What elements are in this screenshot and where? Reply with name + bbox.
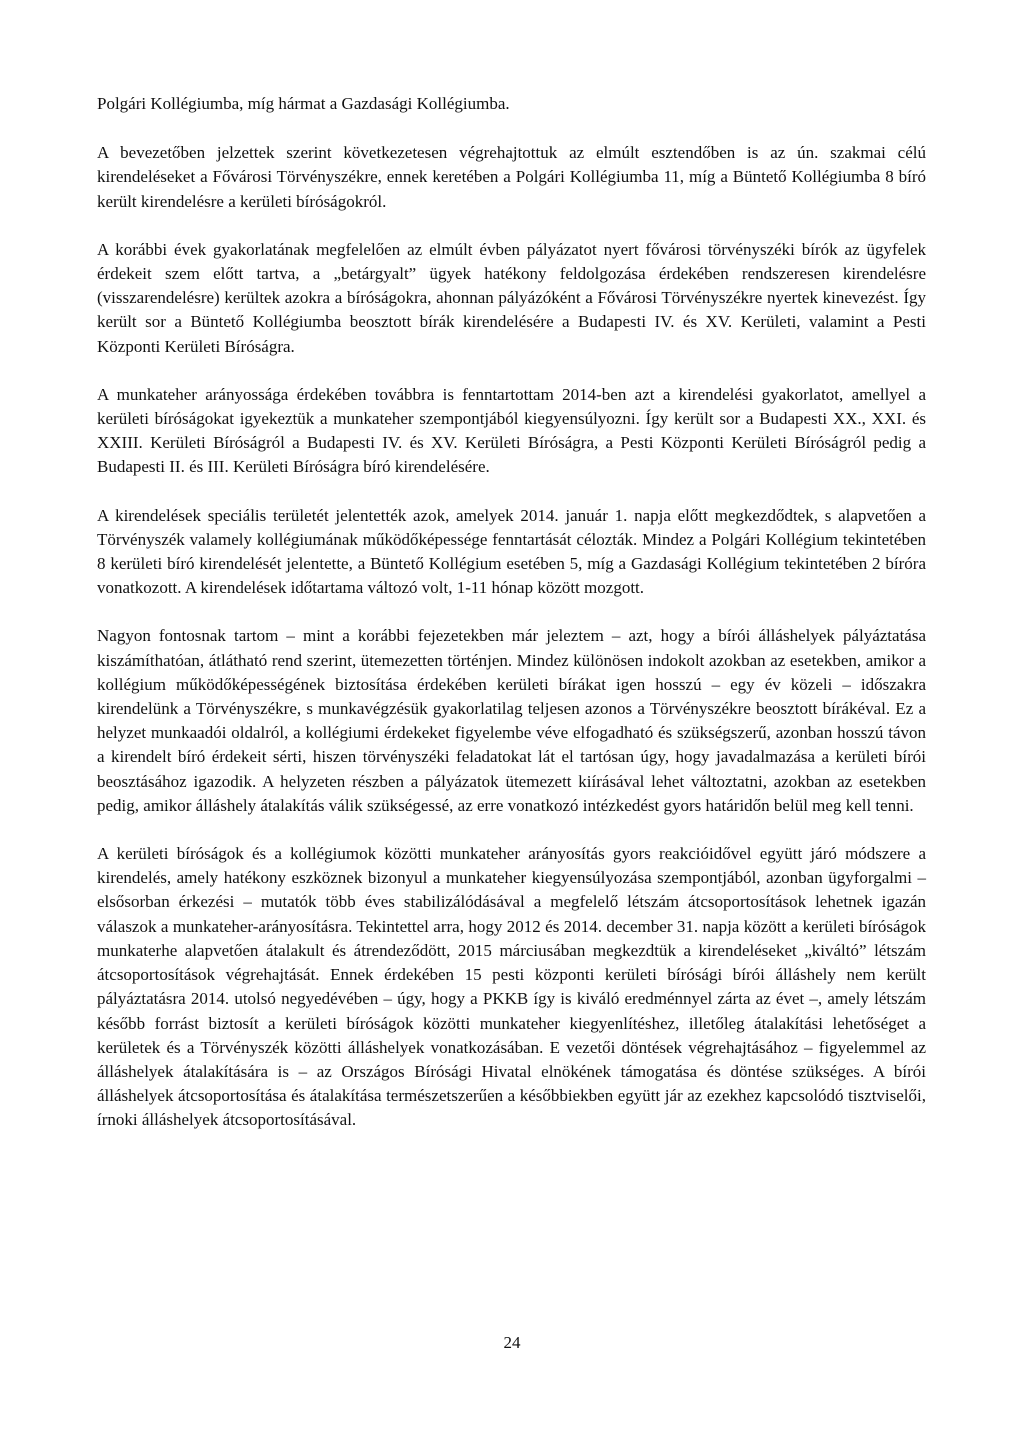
paragraph-6: Nagyon fontosnak tartom – mint a korábbi fejezetekben már jeleztem – azt, hogy a bírói álláshelyek pályáztatása kiszámíthatóan, átlátható rend szerint, ütemezetten történjen. Mindez különösen indokolt azokban az esetekben, amikor a kollégium működőképességének biztosítása érdekében kerületi bírákat igen hosszú – egy év közeli – időszakra kirendelünk a Törvényszékre, s munkavégzésük gyakorlatilag teljesen azonos a Törvényszékre beosztott bírákéval. Ez a helyzet munkaadói oldalról, a kollégiumi érdekeket figyelembe véve elfogadható és szükségszerű, azonban hosszú távon a kirendelt bíró érdekeit sérti, hiszen törvényszéki feladatokat lát el tartósan úgy, hogy javadalmazása a kerületi bírói beosztásához igazodik. A helyzeten részben a pályázatok ütemezett kiírásával lehet változtatni, azokban az esetekben pedig, amikor álláshely átalakítás válik szükségessé, az erre vonatkozó intézkedést gyors határidőn belül meg kell tenni. bbox=[97, 626, 926, 815]
paragraph-3: A korábbi évek gyakorlatának megfelelően az elmúlt évben pályázatot nyert fővárosi törvényszéki bírók az ügyfelek érdekeit szem előtt tartva, a „betárgyalt” ügyek hatékony feldolgozása érdekében rendszeresen kirendelésre (visszarendelésre) kerültek azokra a bíróságokra, ahonnan pályázóként a Fővárosi Törvényszékre nyertek kinevezést. Így került sor a Büntető Kollégiumba beosztott bírák kirendelésére a Budapesti IV. és XV. Kerületi, valamint a Pesti Központi Kerületi Bíróságra. bbox=[97, 239, 926, 356]
page-number: 24 bbox=[503, 1333, 521, 1352]
paragraph-4: A munkateher arányossága érdekében továbbra is fenntartottam 2014-ben azt a kirendelési gyakorlatot, amellyel a kerületi bíróságokat igyekeztük a munkateher szempontjából kiegyensúlyozni. Így került sor a Budapesti XX., XXI. és XXIII. Kerületi Bíróságról a Budapesti IV. és XV. Kerületi Bíróságra, a Pesti Központi Kerületi Bíróságról pedig a Budapesti II. és III. Kerületi Bíróságra bíró kirendelésére. bbox=[97, 384, 926, 477]
paragraph-7: A kerületi bíróságok és a kollégiumok közötti munkateher arányosítás gyors reakcióidővel együtt járó módszere a kirendelés, amely hatékony eszköznek bizonyul a munkateher kiegyensúlyozása szempontjából, azonban ügyforgalmi – elsősorban érkezési – mutatók több éves stabilizálódásával a megfelelő létszám átcsoportosítások lehetnek igazán válaszok a munkateher-arányosításra. Tekintettel arra, hogy 2012 és 2014. december 31. napja között a kerületi bíróságok munkaterhe alapvetően átalakult és átrendeződött, 2015 márciusában megkezdtük a kirendeléseket „kiváltó” létszám átcsoportosítások végrehajtását. Ennek érdekében 15 pesti központi kerületi bírósági bírói álláshely nem került pályáztatásra 2014. utolsó negyedévében – úgy, hogy a PKKB így is kiváló eredménnyel zárta az évet –, amely létszám később forrást biztosít a kerületi bíróságok közötti munkateher kiegyenlítéshez, illetőleg átalakítási lehetőséget a kerületek és a Törvényszék közötti álláshelyek vonatkozásában. E vezetői döntések végrehajtásához – figyelemmel az álláshelyek átalakítására is – az Országos Bírósági Hivatal elnökének támogatása és döntése szükséges. A bírói álláshelyek átcsoportosítása és átalakítása természetszerűen a későbbiekben együtt jár az ezekhez kapcsolódó tisztviselői, írnoki álláshelyek átcsoportosításával. bbox=[97, 844, 926, 1130]
paragraph-1: Polgári Kollégiumba, míg hármat a Gazdasági Kollégiumba. bbox=[97, 94, 510, 113]
paragraph-2: A bevezetőben jelzettek szerint következetesen végrehajtottuk az elmúlt esztendőben is az ún. szakmai célú kirendeléseket a Fővárosi Törvényszékre, ennek keretében a Polgári Kollégiumba 11, míg a Büntető Kollégiumba 8 bíró került kirendelésre a kerületi bíróságokról. bbox=[97, 143, 926, 211]
document-page bbox=[97, 92, 926, 1157]
paragraph-5: A kirendelések speciális területét jelentették azok, amelyek 2014. január 1. napja előtt megkezdődtek, s alapvetően a Törvényszék valamely kollégiumának működőképessége fenntartását célozták. Mindez a Polgári Kollégium tekintetében 8 kerületi bíró kirendelését jelentette, a Büntető Kollégium esetében 5, míg a Gazdasági Kollégium tekintetében 2 bíróra vonatkozott. A kirendelések időtartama változó volt, 1-11 hónap között mozgott. bbox=[97, 505, 926, 598]
